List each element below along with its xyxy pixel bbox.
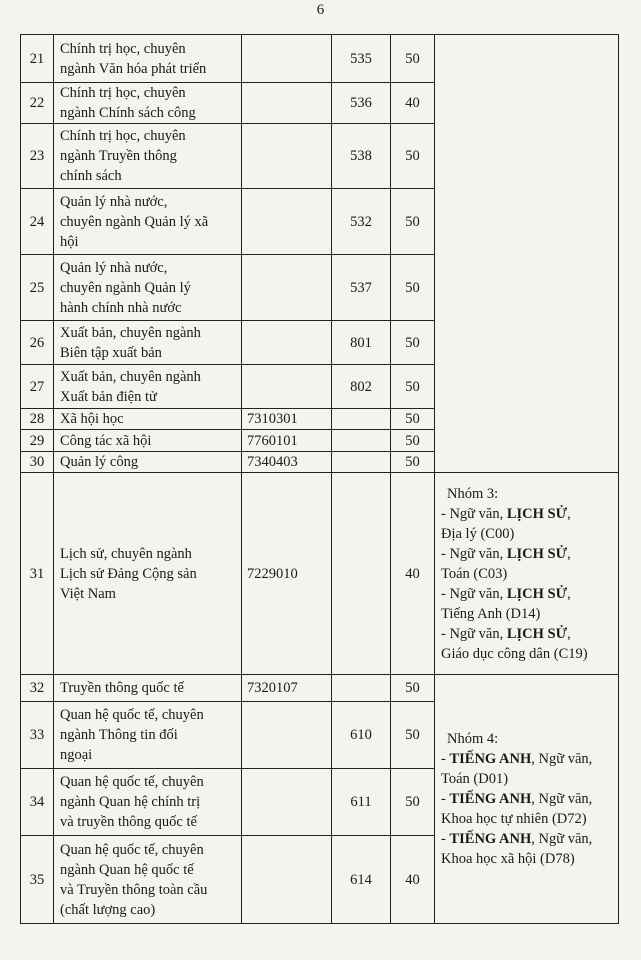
row-stt: 25: [21, 255, 54, 321]
combination-item: - Ngữ văn, LỊCH SỬ,: [441, 625, 571, 642]
row-special-code: 801: [332, 321, 391, 365]
row-special-code: 536: [332, 83, 391, 124]
combination-item: - Ngữ văn, LỊCH SỬ,: [441, 505, 571, 522]
combination-item-line2: Tiếng Anh (D14): [441, 605, 541, 622]
row-major: Chính trị học, chuyên ngành Chính sách công: [54, 83, 242, 124]
row-code: 7340403: [242, 452, 332, 473]
table-row: [21, 675, 619, 702]
row-code: [242, 836, 332, 924]
combination-group-4: [435, 675, 619, 924]
table-row: [21, 473, 619, 675]
admission-table: [20, 34, 619, 924]
row-quota: 50: [391, 35, 435, 83]
row-special-code: [332, 430, 391, 452]
row-stt: 32: [21, 675, 54, 702]
row-quota: 50: [391, 769, 435, 836]
row-quota: 50: [391, 189, 435, 255]
row-stt: 23: [21, 124, 54, 189]
row-code: [242, 124, 332, 189]
row-major: Quan hệ quốc tế, chuyên ngành Quan hệ chính trị và truyền thông quốc tế: [54, 769, 242, 836]
combination-group-3: [435, 473, 619, 675]
row-major: Quan hệ quốc tế, chuyên ngành Thông tin đối ngoại: [54, 702, 242, 769]
row-special-code: 535: [332, 35, 391, 83]
row-stt: 24: [21, 189, 54, 255]
row-stt: 22: [21, 83, 54, 124]
combination-item-line2: Địa lý (C00): [441, 525, 515, 542]
row-special-code: [332, 452, 391, 473]
row-code: 7229010: [242, 473, 332, 675]
group-title: Nhóm 4:: [447, 731, 499, 747]
row-special-code: [332, 675, 391, 702]
row-code: [242, 365, 332, 409]
table-body: [21, 35, 619, 924]
row-special-code: 538: [332, 124, 391, 189]
row-quota: 50: [391, 255, 435, 321]
row-special-code: 537: [332, 255, 391, 321]
combination-item-line2: Giáo dục công dân (C19): [441, 645, 588, 662]
row-major: Quan hệ quốc tế, chuyên ngành Quan hệ quốc tế và Truyền thông toàn cầu (chất lượng cao): [54, 836, 242, 924]
combination-item-line2: Khoa học xã hội (D78): [441, 851, 575, 867]
row-quota: 50: [391, 124, 435, 189]
row-major: Quản lý nhà nước, chuyên ngành Quản lý hành chính nhà nước: [54, 255, 242, 321]
row-special-code: [332, 473, 391, 675]
row-major: Xã hội học: [54, 409, 242, 430]
row-quota: 50: [391, 409, 435, 430]
row-major: Truyền thông quốc tế: [54, 675, 242, 702]
row-special-code: 610: [332, 702, 391, 769]
row-stt: 21: [21, 35, 54, 83]
row-special-code: [332, 409, 391, 430]
row-major: Xuất bản, chuyên ngành Xuất bản điện tử: [54, 365, 242, 409]
row-major: Quản lý nhà nước, chuyên ngành Quản lý xã hội: [54, 189, 242, 255]
row-code: [242, 189, 332, 255]
row-major: Xuất bản, chuyên ngành Biên tập xuất bản: [54, 321, 242, 365]
row-stt: 27: [21, 365, 54, 409]
combination-item-line2: Toán (C03): [441, 565, 508, 582]
row-quota: 50: [391, 321, 435, 365]
row-code: [242, 321, 332, 365]
row-quota: 50: [391, 452, 435, 473]
row-special-code: 532: [332, 189, 391, 255]
row-code: 7310301: [242, 409, 332, 430]
row-code: [242, 769, 332, 836]
row-stt: 28: [21, 409, 54, 430]
group-title: Nhóm 3:: [447, 485, 499, 502]
row-quota: 40: [391, 83, 435, 124]
combination-item: - Ngữ văn, LỊCH SỬ,: [441, 585, 571, 602]
row-stt: 29: [21, 430, 54, 452]
row-major: Lịch sử, chuyên ngành Lịch sử Đảng Cộng sản Việt Nam: [54, 473, 242, 675]
row-major: Chính trị học, chuyên ngành Văn hóa phát triển: [54, 35, 242, 83]
row-special-code: 802: [332, 365, 391, 409]
row-stt: 26: [21, 321, 54, 365]
combination-item: - TIẾNG ANH, Ngữ văn,: [441, 831, 593, 847]
row-quota: 50: [391, 365, 435, 409]
row-code: [242, 255, 332, 321]
combination-item: - TIẾNG ANH, Ngữ văn,: [441, 791, 593, 807]
row-major: Chính trị học, chuyên ngành Truyền thông chính sách: [54, 124, 242, 189]
row-code: [242, 83, 332, 124]
empty-combination-cell: [435, 35, 619, 473]
row-quota: 50: [391, 675, 435, 702]
row-code: [242, 35, 332, 83]
combination-item: - TIẾNG ANH, Ngữ văn,: [441, 751, 593, 767]
row-stt: 35: [21, 836, 54, 924]
combination-item: - Ngữ văn, LỊCH SỬ,: [441, 545, 571, 562]
row-code: 7760101: [242, 430, 332, 452]
row-quota: 50: [391, 430, 435, 452]
row-special-code: 614: [332, 836, 391, 924]
combination-item-line2: Khoa học tự nhiên (D72): [441, 811, 587, 827]
row-quota: 40: [391, 473, 435, 675]
combination-item-line2: Toán (D01): [441, 771, 509, 787]
row-code: [242, 702, 332, 769]
row-major: Quản lý công: [54, 452, 242, 473]
row-stt: 34: [21, 769, 54, 836]
page-number: 6: [316, 2, 325, 18]
row-stt: 30: [21, 452, 54, 473]
row-code: 7320107: [242, 675, 332, 702]
row-quota: 50: [391, 702, 435, 769]
row-special-code: 611: [332, 769, 391, 836]
row-stt: 33: [21, 702, 54, 769]
row-major: Công tác xã hội: [54, 430, 242, 452]
row-stt: 31: [21, 473, 54, 675]
table-row: [21, 35, 619, 83]
row-quota: 40: [391, 836, 435, 924]
